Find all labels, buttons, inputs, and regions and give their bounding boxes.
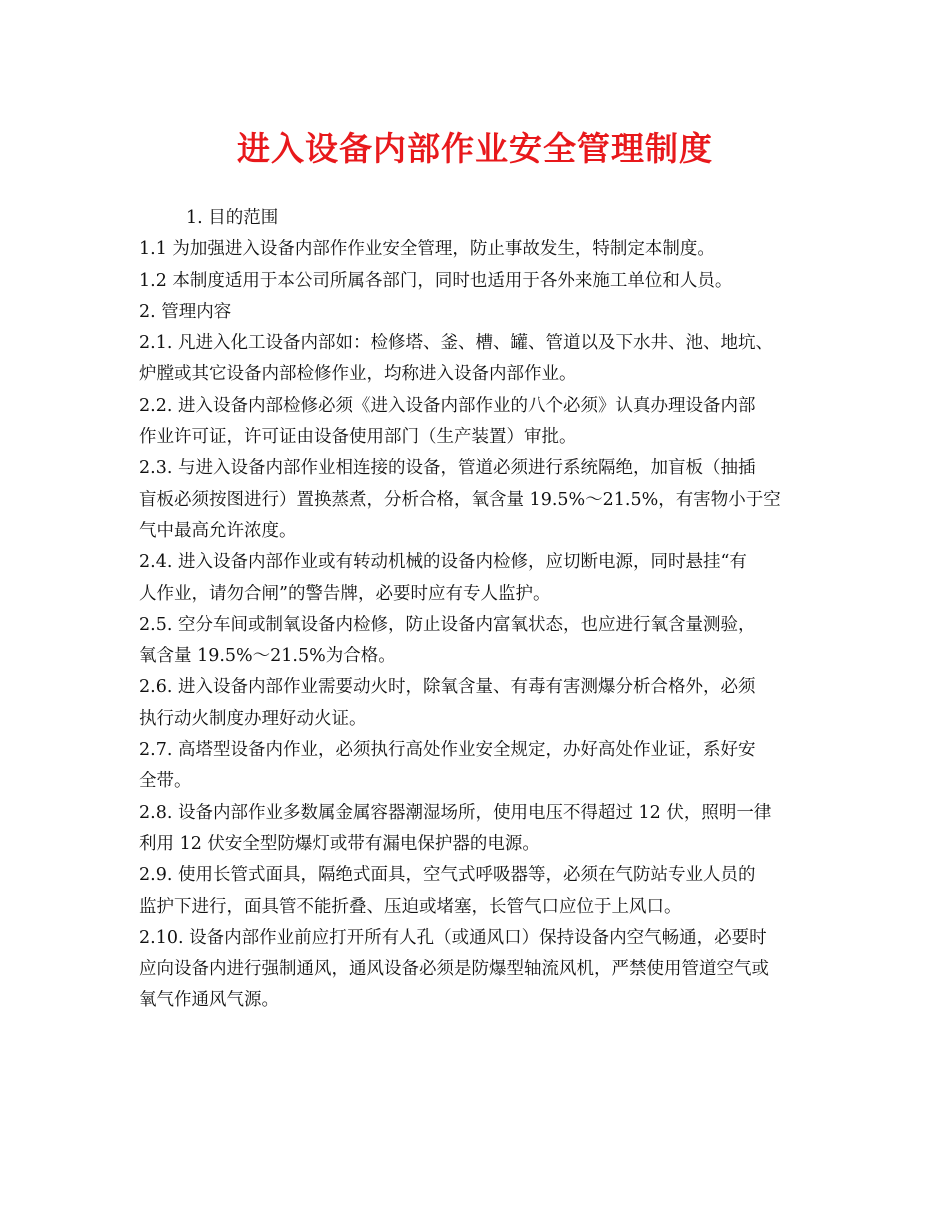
text-line: 2.1. 凡进入化工设备内部如：检修塔、釜、槽、罐、管道以及下水井、池、地坑、 [139,333,773,354]
text-line: 2.7. 高塔型设备内作业，必须执行高处作业安全规定，办好高处作业证，系好安 [139,740,756,761]
text-line: 全带。 [139,771,192,792]
text-line: 2.5. 空分车间或制氧设备内检修，防止设备内富氧状态，也应进行氧含量测验， [139,614,756,635]
section-heading: 1. 目的范围 [186,208,279,228]
text-line: 2.8. 设备内部作业多数属金属容器潮湿场所，使用电压不得超过 12 伏，照明一律 [139,802,772,823]
document-title: 进入设备内部作业安全管理制度 [237,129,713,168]
text-line: 人作业，请勿合闸”的警告牌，必要时应有专人监护。 [139,583,551,604]
text-line: 利用 12 伏安全型防爆灯或带有漏电保护器的电源。 [139,833,540,854]
text-line: 氧气作通风气源。 [139,990,279,1011]
text-line: 2.9. 使用长管式面具，隔绝式面具，空气式呼吸器等，必须在气防站专业人员的 [139,865,756,886]
text-line: 2.10. 设备内部作业前应打开所有人孔（或通风口）保持设备内空气畅通，必要时 [139,927,767,948]
text-line: 2. 管理内容 [139,301,232,322]
text-line: 1.1 为加强进入设备内部作作业安全管理，防止事故发生，特制定本制度。 [139,239,715,260]
text-line: 作业许可证，许可证由设备使用部门（生产装置）审批。 [139,427,577,448]
text-line: 2.4. 进入设备内部作业或有转动机械的设备内检修，应切断电源，同时悬挂“有 [139,552,747,573]
text-line: 2.6. 进入设备内部作业需要动火时，除氧含量、有毒有害测爆分析合格外，必须 [139,677,756,698]
text-line: 监护下进行，面具管不能折叠、压迫或堵塞，长管气口应位于上风口。 [139,896,682,917]
text-line: 气中最高允许浓度。 [139,520,297,541]
text-line: 炉膛或其它设备内部检修作业，均称进入设备内部作业。 [139,364,577,385]
text-line: 应向设备内进行强制通风，通风设备必须是防爆型轴流风机，严禁使用管道空气或 [139,959,769,980]
text-line: 2.2. 进入设备内部检修必须《进入设备内部作业的八个必须》认真办理设备内部 [139,395,756,416]
text-line: 1.2 本制度适用于本公司所属各部门，同时也适用于各外来施工单位和人员。 [139,270,733,291]
text-line: 氧含量 19.5%～21.5%为合格。 [139,646,396,667]
text-line: 执行动火制度办理好动火证。 [139,708,367,729]
text-line: 盲板必须按图进行）置换蒸煮，分析合格，氧含量 19.5%～21.5%，有害物小于空 [139,489,781,510]
document-body [139,203,829,1017]
text-line: 2.3. 与进入设备内部作业相连接的设备，管道必须进行系统隔绝，加盲板（抽插 [139,458,756,479]
